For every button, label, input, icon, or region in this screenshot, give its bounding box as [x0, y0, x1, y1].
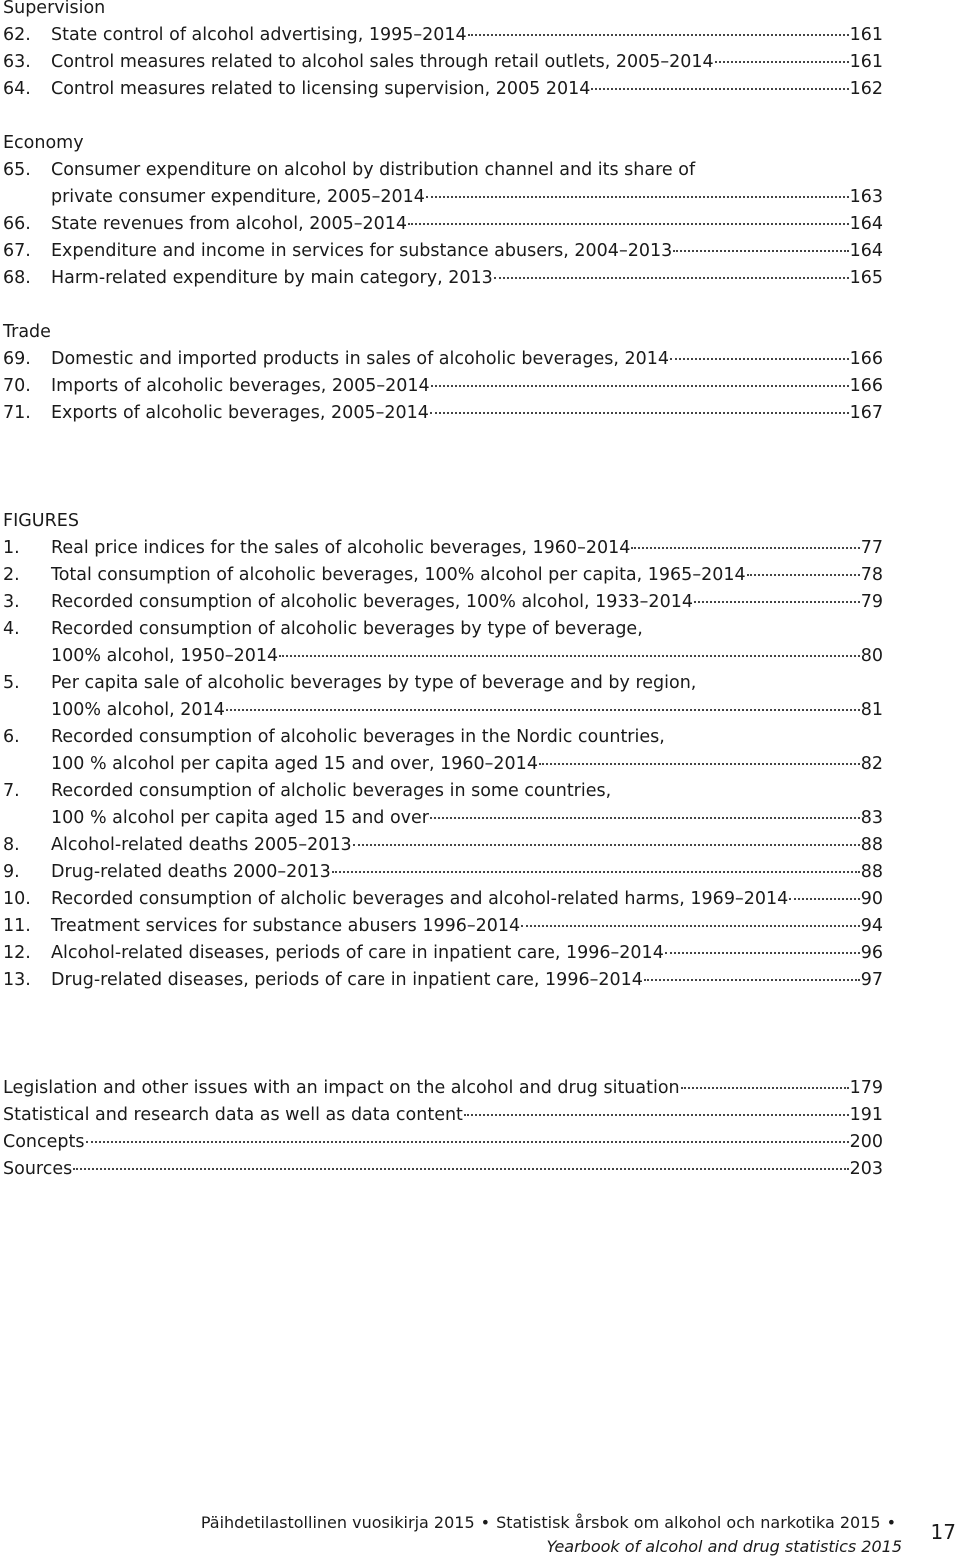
toc-entry[interactable] [3, 373, 883, 400]
entry-number: 70. [3, 376, 31, 396]
entry-title-cont: 100% alcohol, 1950–2014 [51, 646, 279, 666]
entry-title: Sources [3, 1159, 73, 1179]
toc-entry[interactable] [3, 265, 883, 292]
entry-title: Harm-related expenditure by main category, 2013 [51, 268, 493, 288]
entry-page: 164 [849, 241, 883, 261]
entry-page: 88 [860, 862, 883, 882]
toc-entry[interactable] [3, 49, 883, 76]
entry-number: 65. [3, 160, 31, 180]
entry-page: 77 [860, 538, 883, 558]
entry-number: 1. [3, 538, 20, 558]
section-appendices [3, 1075, 883, 1183]
entry-title: Exports of alcoholic beverages, 2005–2014 [51, 403, 429, 423]
entry-title: Control measures related to licensing supervision, 2005 2014 [51, 79, 591, 99]
toc-entry[interactable] [3, 22, 883, 49]
section-heading: Trade [3, 322, 51, 342]
entry-title: Domestic and imported products in sales of alcoholic beverages, 2014 [51, 349, 670, 369]
entry-title: Recorded consumption of alcholic beverages in some countries, [51, 781, 612, 801]
entry-title: Recorded consumption of alcoholic beverages in the Nordic countries, [51, 727, 665, 747]
section-supervision [3, 0, 883, 103]
entry-page: 94 [860, 916, 883, 936]
entry-title: Drug-related diseases, periods of care in inpatient care, 1996–2014 [51, 970, 643, 990]
entry-number: 7. [3, 781, 20, 801]
footer-title-sv: Statistisk årsbok om alkohol och narkotika 2015 [496, 1513, 881, 1532]
entry-number: 5. [3, 673, 20, 693]
entry-number: 12. [3, 943, 31, 963]
section-trade [3, 319, 883, 427]
toc-entry[interactable] [3, 1156, 883, 1183]
entry-page: 81 [860, 700, 883, 720]
entry-page: 79 [860, 592, 883, 612]
entry-page: 179 [849, 1078, 883, 1098]
toc-entry[interactable] [3, 346, 883, 373]
entry-page: 90 [860, 889, 883, 909]
section-heading: FIGURES [3, 511, 79, 531]
entry-number: 62. [3, 25, 31, 45]
entry-title: Total consumption of alcoholic beverages, 100% alcohol per capita, 1965–2014 [51, 565, 746, 585]
toc-entry[interactable] [3, 238, 883, 265]
entry-page: 161 [849, 25, 883, 45]
entry-title: Concepts [3, 1132, 85, 1152]
entry-title: Imports of alcoholic beverages, 2005–2014 [51, 376, 430, 396]
toc-entry[interactable] [3, 832, 883, 859]
toc-entry[interactable] [3, 670, 883, 724]
toc-entry[interactable] [3, 1102, 883, 1129]
entry-title: Per capita sale of alcoholic beverages by type of beverage and by region, [51, 673, 697, 693]
entry-title: Recorded consumption of alcoholic beverages, 100% alcohol, 1933–2014 [51, 592, 693, 612]
entry-title: Recorded consumption of alcholic beverages and alcohol-related harms, 1969–2014 [51, 889, 789, 909]
entry-page: 166 [849, 349, 883, 369]
toc-entry[interactable] [3, 400, 883, 427]
entry-title-cont: 100 % alcohol per capita aged 15 and over, 1960–2014 [51, 754, 538, 774]
entry-number: 13. [3, 970, 31, 990]
entry-page: 82 [860, 754, 883, 774]
entry-page: 96 [860, 943, 883, 963]
entry-title: Treatment services for substance abusers 1996–2014 [51, 916, 521, 936]
toc-entry[interactable] [3, 562, 883, 589]
entry-title: Legislation and other issues with an impact on the alcohol and drug situation [3, 1078, 680, 1098]
entry-number: 11. [3, 916, 31, 936]
entry-page: 83 [860, 808, 883, 828]
entry-title-cont: private consumer expenditure, 2005–2014 [51, 187, 425, 207]
entry-page: 200 [849, 1132, 883, 1152]
entry-page: 162 [849, 79, 883, 99]
toc-entry[interactable] [3, 778, 883, 832]
page-footer [0, 1497, 960, 1557]
toc-entry[interactable] [3, 940, 883, 967]
section-economy [3, 130, 883, 292]
toc-entry[interactable] [3, 886, 883, 913]
entry-number: 6. [3, 727, 20, 747]
entry-page: 78 [860, 565, 883, 585]
toc-entry[interactable] [3, 1075, 883, 1102]
entry-number: 10. [3, 889, 31, 909]
entry-title-cont: 100 % alcohol per capita aged 15 and over [51, 808, 430, 828]
toc-entry[interactable] [3, 913, 883, 940]
entry-title: Recorded consumption of alcoholic beverages by type of beverage, [51, 619, 643, 639]
entry-page: 163 [849, 187, 883, 207]
toc-entry[interactable] [3, 211, 883, 238]
entry-title: Drug-related deaths 2000–2013 [51, 862, 331, 882]
entry-page: 203 [849, 1159, 883, 1179]
footer-line-1 [201, 1509, 902, 1536]
entry-number: 4. [3, 619, 20, 639]
entry-page: 165 [849, 268, 883, 288]
toc-entry[interactable] [3, 589, 883, 616]
toc-entry[interactable] [3, 967, 883, 994]
section-figures [3, 508, 883, 994]
toc-entry[interactable] [3, 724, 883, 778]
entry-page: 97 [860, 970, 883, 990]
entry-title: Expenditure and income in services for substance abusers, 2004–2013 [51, 241, 673, 261]
toc-entry[interactable] [3, 1129, 883, 1156]
table-of-contents [3, 0, 883, 1210]
entry-number: 69. [3, 349, 31, 369]
entry-number: 66. [3, 214, 31, 234]
entry-page: 88 [860, 835, 883, 855]
footer-title-fi: Päihdetilastollinen vuosikirja 2015 [200, 1513, 475, 1532]
entry-number: 64. [3, 79, 31, 99]
entry-number: 67. [3, 241, 31, 261]
entry-title: Alcohol-related diseases, periods of care in inpatient care, 1996–2014 [51, 943, 664, 963]
toc-entry[interactable] [3, 157, 883, 211]
entry-title: State control of alcohol advertising, 1995–2014 [51, 25, 467, 45]
entry-title: Alcohol-related deaths 2005–2013 [51, 835, 352, 855]
entry-page: 191 [849, 1105, 883, 1125]
toc-entry[interactable] [3, 616, 883, 670]
toc-entry[interactable] [3, 535, 883, 562]
entry-title: State revenues from alcohol, 2005–2014 [51, 214, 408, 234]
entry-page: 166 [849, 376, 883, 396]
toc-entry[interactable] [3, 76, 883, 103]
entry-page: 167 [849, 403, 883, 423]
entry-number: 2. [3, 565, 20, 585]
entry-number: 68. [3, 268, 31, 288]
footer-title-en: Yearbook of alcohol and drug statistics 2015 [546, 1537, 902, 1556]
entry-title: Consumer expenditure on alcohol by distribution channel and its share of [51, 160, 696, 180]
page-number: 17 [930, 1520, 956, 1544]
entry-number: 8. [3, 835, 20, 855]
footer-separator: • [480, 1513, 491, 1532]
entry-title: Real price indices for the sales of alcoholic beverages, 1960–2014 [51, 538, 631, 558]
entry-title: Control measures related to alcohol sales through retail outlets, 2005–2014 [51, 52, 714, 72]
section-heading: Economy [3, 133, 84, 153]
footer-separator: • [886, 1513, 896, 1532]
entry-number: 71. [3, 403, 31, 423]
entry-page: 164 [849, 214, 883, 234]
toc-entry[interactable] [3, 859, 883, 886]
entry-number: 63. [3, 52, 31, 72]
entry-page: 80 [860, 646, 883, 666]
entry-title-cont: 100% alcohol, 2014 [51, 700, 225, 720]
entry-number: 3. [3, 592, 20, 612]
entry-number: 9. [3, 862, 20, 882]
entry-title: Statistical and research data as well as data content [3, 1105, 463, 1125]
section-heading: Supervision [3, 0, 106, 18]
entry-page: 161 [849, 52, 883, 72]
